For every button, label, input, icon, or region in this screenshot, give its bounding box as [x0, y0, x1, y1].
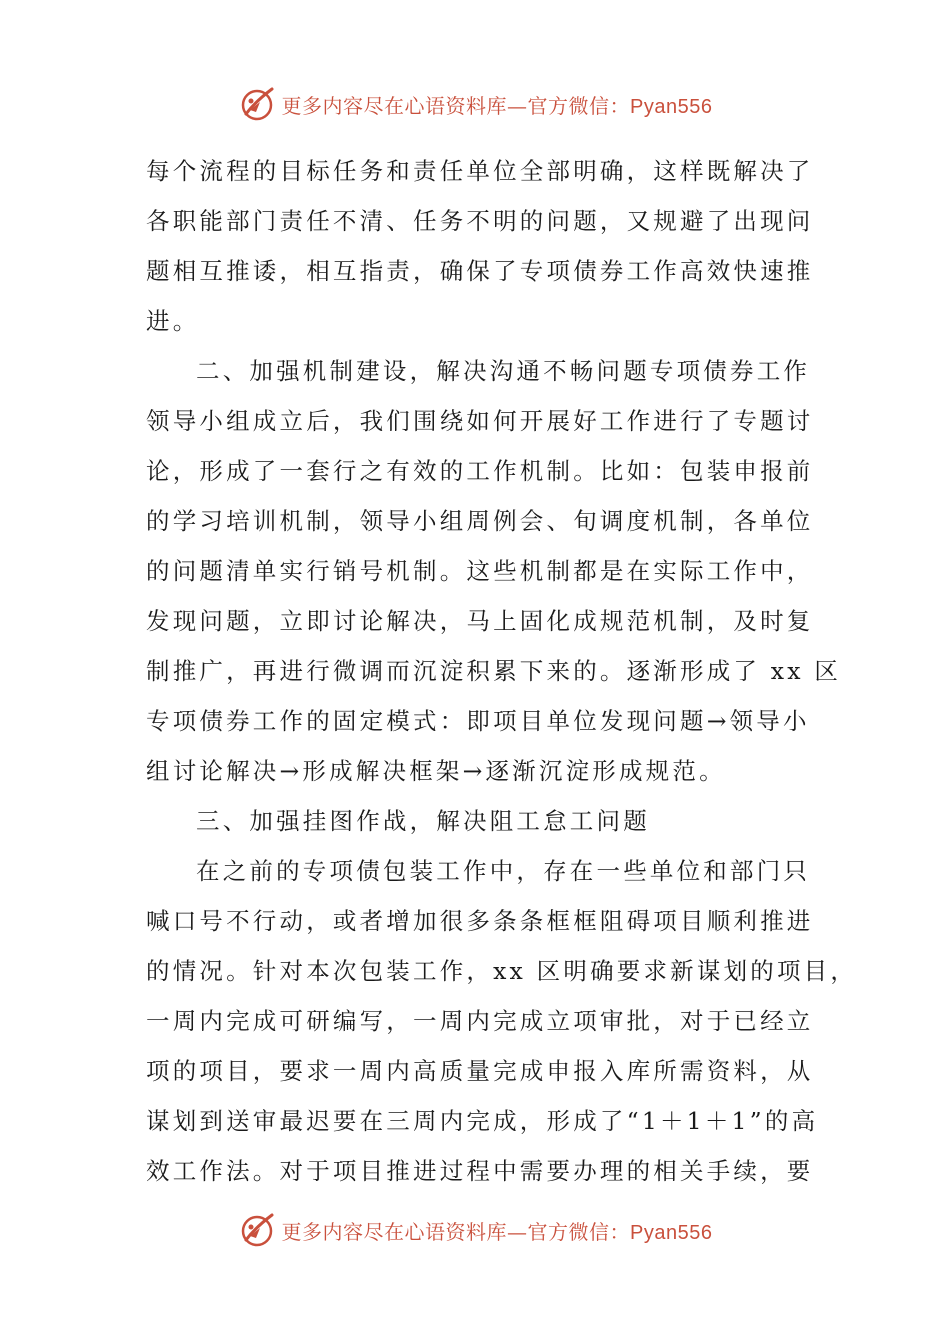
document-body: [146, 146, 858, 1196]
text-line: 的问题清单实行销号机制。这些机制都是在实际工作中，: [146, 557, 814, 585]
text-line: 各职能部门责任不清、任务不明的问题，又规避了出现问: [146, 207, 814, 235]
text-line: 一周内完成可研编写，一周内完成立项审批，对于已经立: [146, 1007, 814, 1035]
text-line: 项的项目，要求一周内高质量完成申报入库所需资料，从: [146, 1057, 814, 1085]
text-line: 专项债券工作的固定模式：即项目单位发现问题→领导小: [146, 707, 810, 735]
text-line: 喊口号不行动，或者增加很多条条框框阻碍项目顺利推进: [146, 907, 814, 935]
text-line: 每个流程的目标任务和责任单位全部明确，这样既解决了: [146, 157, 814, 185]
text-line: 谋划到送审最迟要在三周内完成，形成了“1＋1＋1”的高: [146, 1107, 819, 1135]
footer-watermark: [0, 1208, 950, 1252]
text-line: 的学习培训机制，领导小组周例会、旬调度机制，各单位: [146, 507, 814, 535]
text-line: 题相互推诿，相互指责，确保了专项债券工作高效快速推: [146, 257, 814, 285]
watermark-text: 更多内容尽在心语资料库—官方微信：Pyan556: [281, 93, 713, 118]
text-line: 在之前的专项债包装工作中，存在一些单位和部门只: [196, 857, 811, 885]
pen-logo-icon: [238, 84, 278, 124]
text-line: 三、加强挂图作战，解决阻工怠工问题: [196, 807, 650, 835]
header-watermark: [0, 82, 950, 126]
watermark-text: 更多内容尽在心语资料库—官方微信：Pyan556: [281, 1219, 713, 1244]
text-line: 进。: [146, 307, 200, 335]
text-line: 发现问题，立即讨论解决，马上固化成规范机制，及时复: [146, 607, 814, 635]
text-line: 领导小组成立后，我们围绕如何开展好工作进行了专题讨: [146, 407, 814, 435]
text-line: 制推广，再进行微调而沉淀积累下来的。逐渐形成了 xx 区: [146, 657, 842, 685]
text-line: 组讨论解决→形成解决框架→逐渐沉淀形成规范。: [146, 757, 726, 785]
pen-logo-icon: [238, 1210, 278, 1250]
text-line: 论，形成了一套行之有效的工作机制。比如：包装申报前: [146, 457, 814, 485]
text-line: 的情况。针对本次包装工作，xx 区明确要求新谋划的项目，: [146, 957, 858, 985]
text-line: 效工作法。对于项目推进过程中需要办理的相关手续，要: [146, 1157, 814, 1185]
text-line: 二、加强机制建设，解决沟通不畅问题专项债券工作: [196, 357, 811, 385]
